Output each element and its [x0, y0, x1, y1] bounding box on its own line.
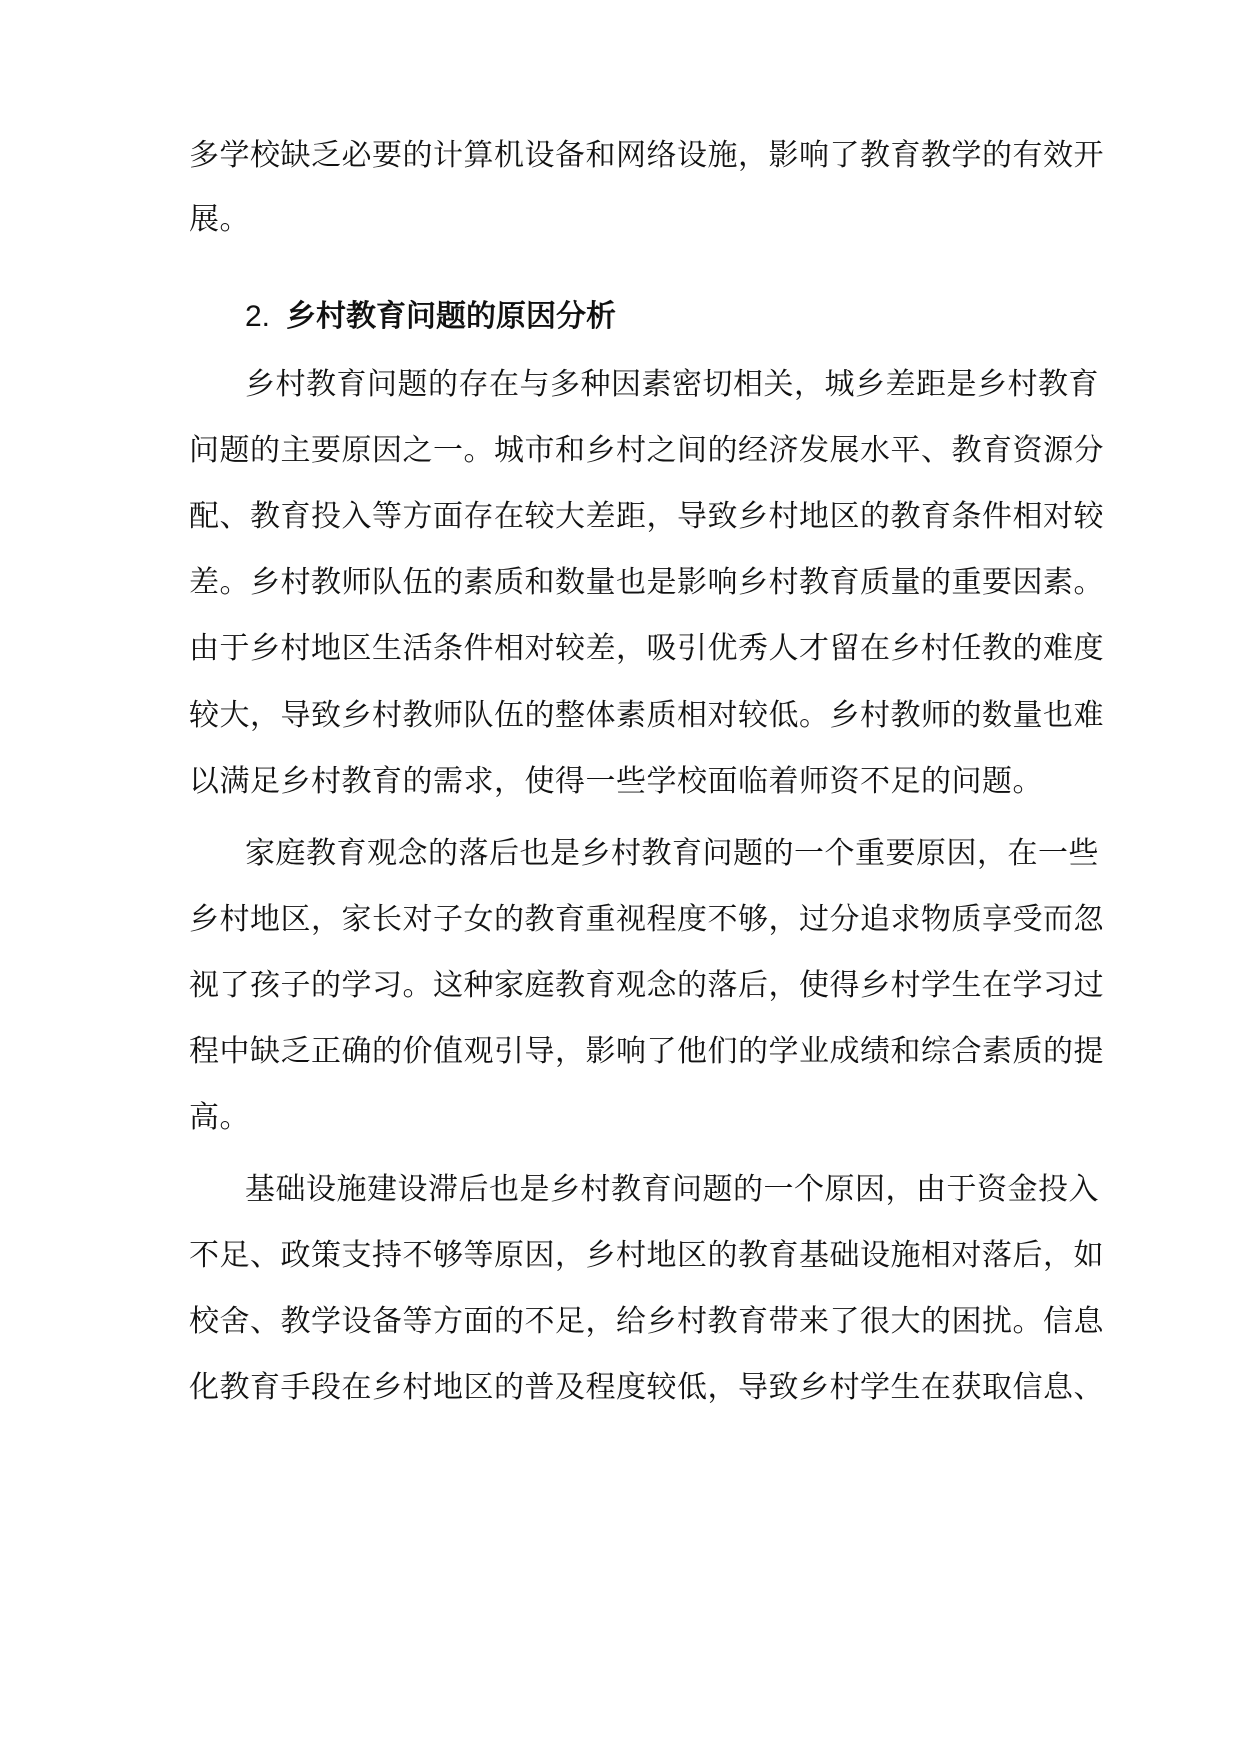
text-line: 校舍、教学设备等方面的不足，给乡村教育带来了很大的困扰。信息: [189, 1304, 1104, 1339]
text-line: 程中缺乏正确的价值观引导，影响了他们的学业成绩和综合素质的提: [189, 1034, 1104, 1069]
text-line: 以满足乡村教育的需求，使得一些学校面临着师资不足的问题。: [189, 764, 1043, 799]
text-line: 由于乡村地区生活条件相对较差，吸引优秀人才留在乡村任教的难度: [189, 631, 1104, 666]
text-line: 乡村教育问题的存在与多种因素密切相关，城乡差距是乡村教育: [245, 367, 1099, 402]
section-heading: [245, 297, 616, 337]
text-line: 乡村地区，家长对子女的教育重视程度不够，过分追求物质享受而忽: [189, 902, 1104, 937]
text-line: 较大，导致乡村教师队伍的整体素质相对较低。乡村教师的数量也难: [189, 698, 1104, 733]
text-line: 基础设施建设滞后也是乡村教育问题的一个原因，由于资金投入: [245, 1172, 1099, 1207]
text-line: 差。乡村教师队伍的素质和数量也是影响乡村教育质量的重要因素。: [189, 565, 1104, 600]
text-line: 问题的主要原因之一。城市和乡村之间的经济发展水平、教育资源分: [189, 433, 1104, 468]
text-line: 展。: [189, 202, 250, 237]
text-line: 家庭教育观念的落后也是乡村教育问题的一个重要原因，在一些: [245, 836, 1099, 871]
text-line: 不足、政策支持不够等原因，乡村地区的教育基础设施相对落后，如: [189, 1238, 1104, 1273]
text-line: 高。: [189, 1100, 250, 1135]
section-title: 乡村教育问题的原因分析: [286, 299, 617, 334]
text-line: 视了孩子的学习。这种家庭教育观念的落后，使得乡村学生在学习过: [189, 968, 1104, 1003]
text-line: 配、教育投入等方面存在较大差距，导致乡村地区的教育条件相对较: [189, 499, 1104, 534]
section-number: 2.: [245, 300, 271, 333]
text-line: 多学校缺乏必要的计算机设备和网络设施，影响了教育教学的有效开: [189, 138, 1104, 173]
text-line: 化教育手段在乡村地区的普及程度较低，导致乡村学生在获取信息、: [189, 1370, 1104, 1405]
